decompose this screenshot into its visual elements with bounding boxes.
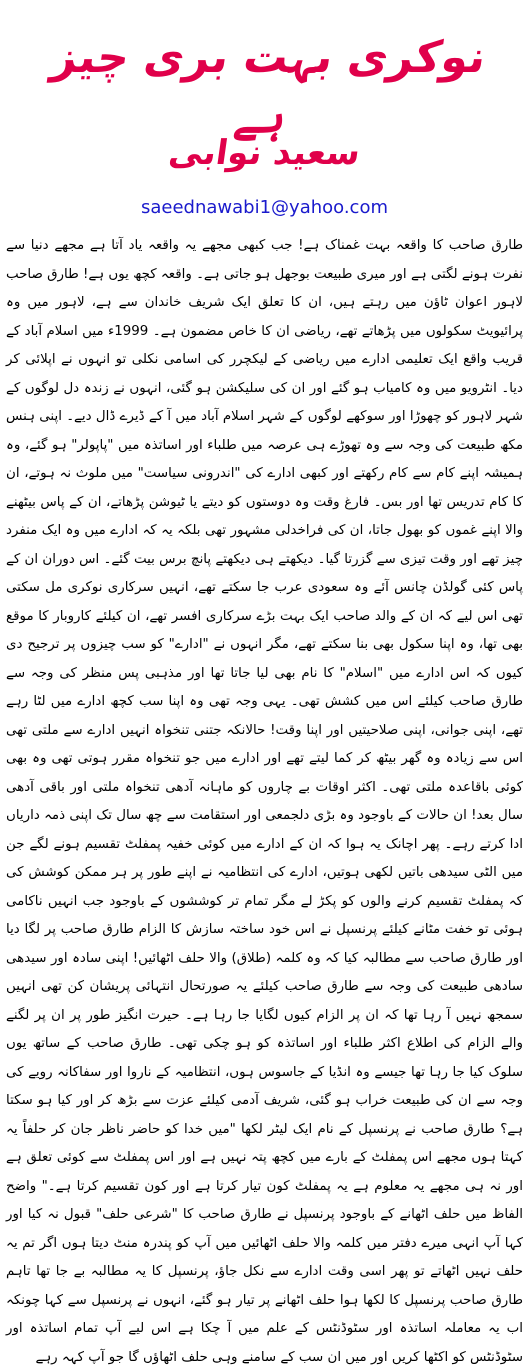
article-body <box>6 232 523 1365</box>
article-title: نوکری بہت بری چیز ہے <box>48 32 490 143</box>
author-name: سعید نوابی <box>166 133 363 173</box>
author-email: saeednawabi1@yahoo.com <box>140 197 389 218</box>
article-body-text: طارق صاحب کا واقعہ بہت غمناک ہے! جب کبھی مجھے یہ واقعہ یاد آتا ہے مجھے دنیا سے نفرت ہونے لگتی ہے اور میری طبیعت بوجھل ہو جاتی ہے۔ واقعہ کچھ یوں ہے! طارق صاحب لاہور اعوان ٹاؤن میں رہتے ہیں، ان کا تعلق ایک شریف خاندان سے ہے، لاہور میں وہ پرائیویٹ سکولوں میں پڑھاتے تھے، ریاضی ان کا خاص مضمون ہے۔ 1999ء میں اسلام آباد کے قریب واقع ایک تعلیمی ادارے میں ریاضی کے لیکچرر کی اسامی نکلی تو انہوں نے اپلائی کر دیا۔ انٹرویو میں وہ کامیاب ہو گئے اور ان کی سلیکشن ہو گئی، انہوں نے زندہ دل لوگوں کے شہر لاہور کو چھوڑا اور سوکھے لوگوں کے شہر اسلام آباد میں آ کے ڈیرے ڈال دیے۔ اپنی ہنس مکھ طبیعت کی وجہ سے وہ تھوڑے ہی عرصہ میں طلباء اور اساتذہ میں "پاپولر" ہو گئے، وہ ہمیشہ اپنے کام سے کام رکھتے اور کبھی ادارے کی "اندرونی سیاست" میں ملوث نہ ہوتے، ان کا کام تدریس تھا اور بس۔ فارغ وقت وہ دوستوں کو دیتے یا ٹیوشن پڑھاتے، ان کے پاس بیٹھنے والا اپنے غموں کو بھول جاتا، ان کی فراخدلی مشہور تھی بلکہ یہ کہ ادارے میں وہ ایک منفرد چیز تھے اور وقت تیزی سے گزرتا گیا۔ دیکھتے ہی دیکھتے پانچ برس بیت گئے۔ اس دوران ان کے پاس کئی گولڈن چانس آئے وہ سعودی عرب جا سکتے تھے، انہیں سرکاری نوکری مل سکتی تھی اس لیے کہ ان کے والد صاحب ایک بہت بڑے سرکاری افسر تھے، ان کیلئے کاروبار کا موقع بھی تھا، وہ اپنا سکول بھی بنا سکتے تھے، مگر انہوں نے "ادارے" کو سب چیزوں پر ترجیح دی کیوں کہ اس ادارے میں "اسلام" کا نام بھی لیا جاتا تھا اور مذہبی پس منظر کی وجہ سے طارق صاحب کیلئے اس میں کشش تھی۔ یہی وجہ تھی وہ اپنا سب کچھ ادارے میں لٹا رہے تھے، اپنی جوانی، اپنی صلاحیتیں اور اپنا وقت! حالانکہ جتنی تنخواہ انہیں ادارے سے ملتی تھی اس سے زیادہ وہ گھر بیٹھ کر کما لیتے تھے اور ادارے میں جو تنخواہ مقرر ہوتی تھی وہ بھی کوئی باقاعدہ ملتی تھی۔ اکثر اوقات بے چاروں کو ماہانہ آدھی تنخواہ ملتی اور باقی آدھی سال بعد! ان حالات کے باوجود وہ بڑی دلجمعی اور استقامت سے چھ سال تک اپنی ذمہ داریاں ادا کرتے رہے۔ پھر اچانک یہ ہوا کہ ان کے ادارے میں کوئی خفیہ پمفلٹ تقسیم ہونے لگے جن میں الٹی سیدھی باتیں لکھی ہوتیں، ادارے کی انتظامیہ نے اپنے طور پر ہر ممکن کوشش کی کہ پمفلٹ تقسیم کرنے والوں کو پکڑ لے مگر تمام تر کوششوں کے باوجود جب انہیں ناکامی ہوئی تو خفت مٹانے کیلئے پرنسپل نے اس خود ساختہ سازش کا الزام طارق صاحب پر لگا دیا اور طارق صاحب سے مطالبہ کیا کہ وہ کلمہ (طلاق) والا حلف اٹھائیں! اپنی سادہ اور سیدھی سادھی طبیعت کی وجہ سے طارق صاحب کیلئے یہ صورتحال انتہائی پریشان کن تھی انہیں سمجھ نہیں آ رہا تھا کہ ان پر الزام کیوں لگایا جا رہا ہے۔ حیرت انگیز طور پر ان پر لگنے والے الزام کی اطلاع اکثر طلباء اور اساتذہ کو ہو چکی تھی۔ طارق صاحب کے ساتھ یوں سلوک کیا جا رہا تھا جیسے وہ انڈیا کے جاسوس ہوں، انتظامیہ کے ناروا اور سفاکانہ رویے کی وجہ سے ان کی طبیعت خراب ہو گئی، شریف آدمی کیلئے عزت سے بڑھ کر اور کیا ہو سکتا ہے؟ طارق صاحب نے پرنسپل کے نام ایک لیٹر لکھا "میں خدا کو حاضر ناظر جان کر حلفاً یہ کہتا ہوں مجھے اس پمفلٹ کے بارے میں کچھ پتہ نہیں ہے اور اس پمفلٹ سے کوئی تعلق ہے اور نہ ہی مجھے یہ معلوم ہے یہ پمفلٹ کون تیار کرتا ہے اور کون تقسیم کرتا ہے۔" واضح الفاظ میں حلف اٹھانے کے باوجود پرنسپل نے طارق صاحب کا "شرعی حلف" قبول نہ کیا اور کہا آپ انہی میرے دفتر میں کلمہ والا حلف اٹھائیں میں آپ کو پندرہ منٹ دیتا ہوں اگر تم یہ حلف نہیں اٹھاتے تو پھر اسی وقت ادارے سے نکل جاؤ، پرنسپل کا یہ مطالبہ بے جا تھا تاہم طارق صاحب پرنسپل کا لکھا ہوا حلف اٹھانے پر تیار ہو گئے، انہوں نے پرنسپل سے کہا چونکہ اب یہ معاملہ اساتذہ اور سٹوڈنٹس کے علم میں آ چکا ہے اس لیے آپ تمام اساتذہ اور سٹوڈنٹس کو اکٹھا کریں اور میں ان سب کے سامنے وہی حلف اٹھاؤں گا جو آپ کہہ رہے <box>6 238 523 1365</box>
